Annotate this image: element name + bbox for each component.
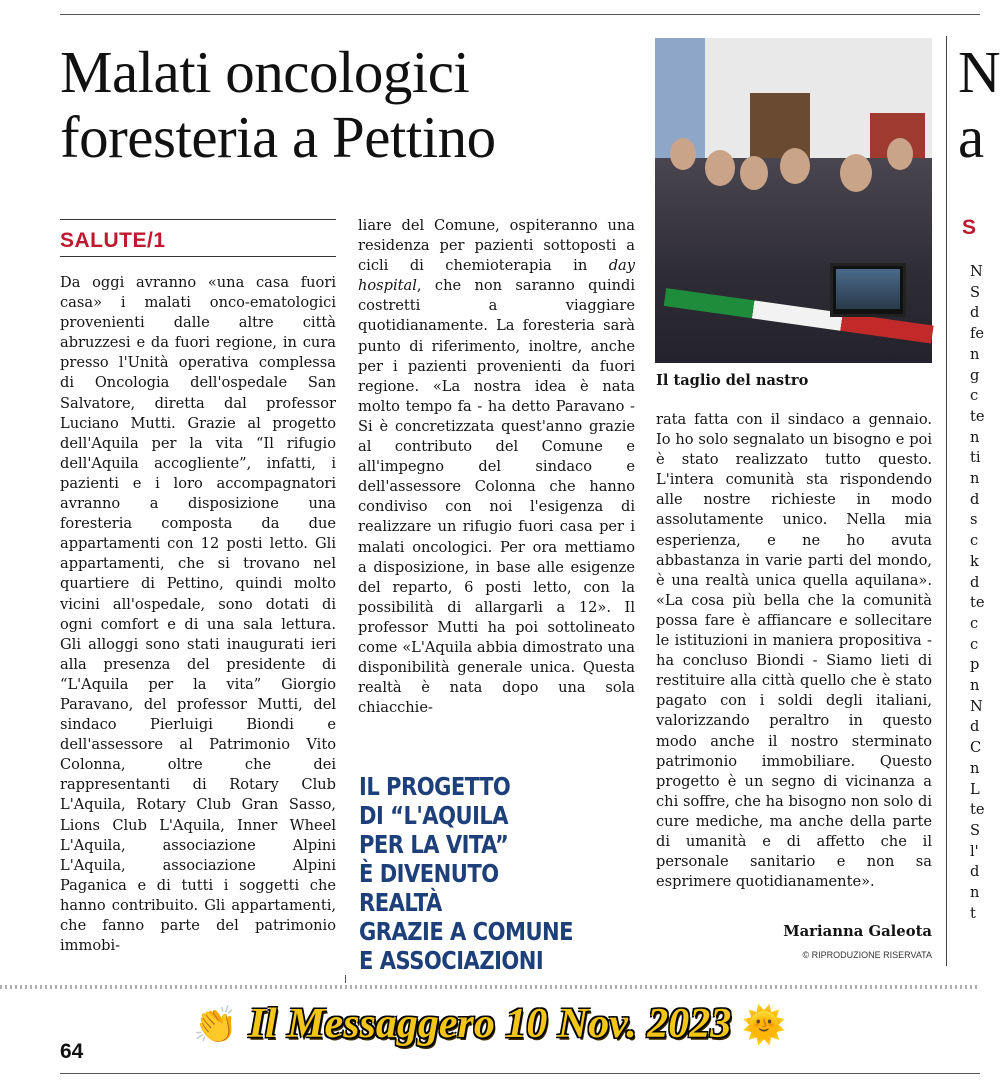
page-number: 64 [60,1040,84,1063]
next-article-fragment: N [970,697,983,715]
photo-person [780,148,810,184]
next-article-fragment: d [970,718,980,736]
next-article-text [970,262,985,925]
photo-person [840,154,872,192]
next-article-kicker: S [962,216,977,239]
photo-person [705,150,735,186]
next-article-fragment: n [970,677,980,695]
next-article-fragment: c [970,614,979,632]
phone-icon [830,263,906,317]
pull-quote [359,772,583,975]
next-article-fragment: n [970,428,980,446]
column-3-text: rata fatta con il sindaco a gennaio. Io ho solo segnalato un bisogno e poi è stato realizzato tutto questo. L'intera comunità sta rispondendo alle nostre richieste in modo assolutamente unico. Nella mia esperienza, e ne ho avuta abbastanza in varie parti del mondo, è una realtà unica quella aquilana». «La cosa più bella che la comunità possa fare è affiancare e sollecitare le istituzioni in maniera propositiva - ha concluso Biondi - Siamo lieti di restituire alla città quello che è stato pagato con i soldi degli italiani, valorizzando peraltro in questo modo anche il nostro sterminato patrimonio immobiliare. Questo progetto è un segno di vicinanza a chi soffre, che ha bisogno non solo di cure mediche, ma anche della parte di umanità e di affetto che il personale sanitario e non sa esprimere quotidianamente». [656,411,932,891]
next-article-fragment: te [970,801,985,819]
next-article-fragment: p [970,656,980,674]
next-article-fragment: L [970,780,980,798]
photo-person [740,156,768,190]
column-2-italic: day hospital [358,257,635,295]
copyright-notice: © RIPRODUZIONE RISERVATA [802,950,932,960]
pull-quote-line: DI “L'AQUILA [359,801,509,830]
masthead-text: Il Messaggero 10 Nov. 2023 [248,1001,732,1047]
next-article-fragment: d [970,863,980,881]
ribbon-cutting-photo [655,38,932,363]
article-column-3 [656,410,932,892]
footer-dotted-rule [0,985,980,989]
headline-line-2: foresteria a Pettino [60,104,496,170]
phone-screen [836,269,900,309]
next-article-fragment: g [970,366,980,384]
next-article-fragment: fe [970,325,985,343]
pull-quote-line: È DIVENUTO REALTÀ [359,859,499,917]
next-article-fragment: n [970,470,980,488]
next-article-fragment: c [970,635,979,653]
article-headline [60,40,660,170]
sun-icon: 🌞 [741,1005,787,1045]
next-article-fragment: t [970,904,976,922]
headline-line-1: Malati oncologici [60,39,470,105]
next-article-fragment: te [970,594,985,612]
column-1-text: Da oggi avranno «una casa fuori casa» i malati onco-ematologici provenienti dalle altre città abruzzesi e da fuori regione, in cura presso l'Unità operativa complessa di Oncologia dell'ospedale San Salvatore, diretta dal professor Luciano Mutti. Grazie al progetto dell'Aquila per la vita “Il rifugio dell'Aquila accogliente”, infatti, i pazienti e i loro accompagnatori avranno a disposizione una foresteria composta da due appartamenti con 12 posti letto. Gli appartamenti, che si trovano nel quartiere di Pettino, quindi molto vicini all'ospedale, sono dotati di ogni comfort e di una sala lettura. Gli alloggi sono stati inaugurati ieri alla presenza del presidente di “L'Aquila per la vita” Giorgio Paravano, del professor Mutti, del sindaco Pierluigi Biondi e dell'assessore al Patrimonio Vito Colonna, oltre che dei rappresentanti di Rotary Club L'Aquila, Rotary Club Gran Sasso, Lions Club L'Aquila, Inner Wheel L'Aquila, associazione Alpini L'Aquila, associazione Alpini Paganica e di tutti i soggetti che hanno contribuito. Gli appartamenti, che fanno parte del patrimonio immobi- [60,274,336,955]
next-article-fragment: C [970,739,982,757]
photo-person [670,138,696,170]
next-headline-line: a [958,104,985,170]
next-article-fragment: te [970,407,985,425]
next-article-fragment: d [970,304,980,322]
next-article-fragment: l' [970,842,979,860]
article-column-2 [358,216,635,718]
top-rule [60,14,980,15]
kicker-rule-bottom [60,256,336,257]
photo-person [887,138,913,170]
pull-quote-line: GRAZIE A COMUNE [359,917,574,946]
pull-quote-line: E ASSOCIAZIONI [359,946,544,975]
bottom-rule [60,1073,980,1074]
column-2-text [358,216,635,718]
next-article-fragment: n [970,884,980,902]
author-byline: Marianna Galeota [783,923,932,940]
pull-quote-line: IL PROGETTO [359,772,511,801]
next-article-fragment: d [970,573,980,591]
masthead-overlay [0,994,980,1055]
pull-quote-line: PER LA VITA” [359,830,509,859]
next-article-fragment: s [970,511,978,529]
next-article-fragment: N [970,263,983,280]
next-article-fragment: n [970,345,980,363]
next-headline-line: N [958,39,1001,105]
column-2-text-a: liare del Comune, ospiteranno una residenza per pazienti sottoposti a cicli di chemioterapia in [358,217,635,275]
clapping-hands-icon: 👏 [193,1005,239,1045]
next-article-fragment: ti [970,449,981,467]
next-article-fragment: d [970,490,980,508]
section-kicker: SALUTE/1 [60,229,166,252]
kicker-rule-top [60,219,336,220]
next-article-fragment: k [970,552,979,570]
next-article-fragment: S [970,821,980,839]
photo-caption: Il taglio del nastro [656,372,809,389]
next-article-fragment: c [970,532,979,550]
next-article-headline [958,40,1001,170]
article-column-1 [60,273,336,956]
next-article-fragment: S [970,283,980,301]
next-article-fragment: c [970,387,979,405]
next-article-fragment: n [970,759,980,777]
column-divider [946,36,947,966]
column-2-text-b: , che non saranno quindi costretti a viaggiare quotidianamente. La foresteria sarà punto di riferimento, inoltre, anche per i pazienti provenienti da fuori regione. «La nostra idea è nata molto tempo fa - ha detto Paravano - Si è concretizzata quest'anno grazie al contributo del Comune e all'impegno del sindaco e dell'assessore Colonna che hanno condiviso con noi l'esigenza di realizzare un rifugio fuori casa per i malati oncologici. Per ora mettiamo a disposizione, in base alle esigenze del reparto, 6 posti letto, con la possibilità di allargarli a 12». Il professor Mutti ha poi sottolineato come «L'Aquila abbia dimostrato una disponibilità generale unica. Questa realtà è nata dopo una sola chiacchie- [358,277,635,717]
